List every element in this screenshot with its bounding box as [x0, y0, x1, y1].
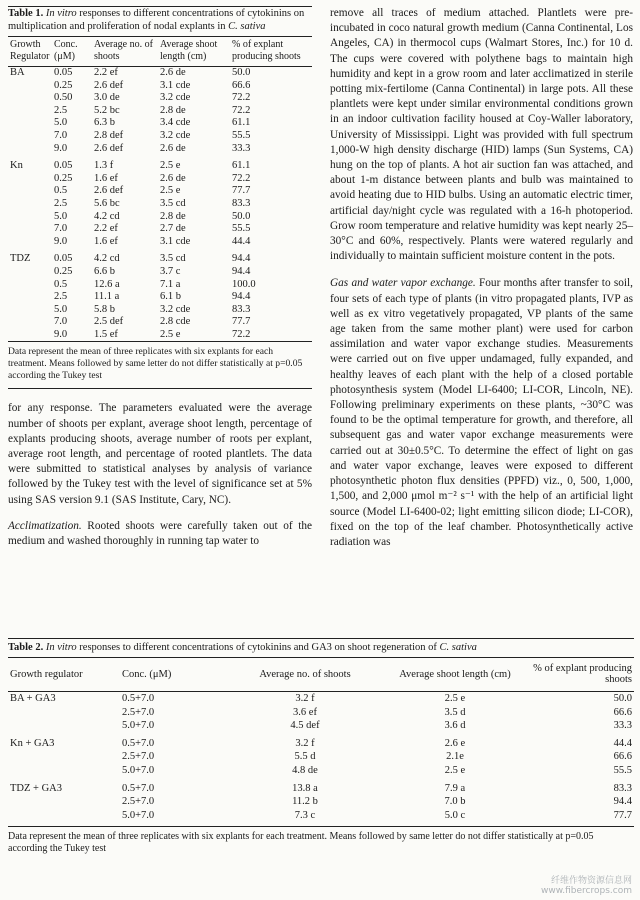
table-cell: 6.3 b — [94, 117, 115, 129]
table2-caption-species: C. sativa — [439, 642, 477, 653]
table-cell: Kn — [10, 160, 23, 172]
table-row — [8, 329, 312, 342]
table2-label: Table 2. — [8, 642, 44, 653]
table-cell — [8, 211, 52, 224]
table-cell: 0.5 — [54, 278, 68, 290]
table-cell: 3.4 cde — [160, 117, 191, 129]
table-cell: 33.3 — [613, 720, 632, 732]
table-cell — [8, 706, 120, 720]
table-cell: 4.2 cd — [94, 253, 120, 265]
table-cell: 2.5 e — [160, 160, 181, 172]
table-row — [8, 173, 312, 186]
table-row — [8, 223, 312, 236]
table-cell: 0.05 — [54, 67, 73, 78]
table-cell: 3.1 cde — [160, 235, 191, 247]
table-row — [8, 291, 312, 304]
table-row — [8, 117, 312, 130]
table-cell: 77.7 — [613, 809, 632, 821]
table-cell: 2.6 e — [444, 737, 466, 749]
table-row — [8, 304, 312, 317]
table-cell: 5.0+7.0 — [122, 764, 155, 776]
table-cell: 66.6 — [613, 706, 632, 718]
table-row — [8, 67, 312, 80]
table-row — [8, 185, 312, 198]
table-cell: 2.5 — [54, 197, 68, 209]
table-cell: 2.5+7.0 — [122, 706, 155, 718]
table2-caption-text: responses to different concentrations of cytokinins and GA3 on shoot regeneration of — [76, 642, 440, 653]
table-cell: 5.5 d — [294, 751, 316, 763]
table-cell: 55.5 — [613, 764, 632, 776]
gas-exchange-heading: Gas and water vapor exchange. — [330, 277, 476, 290]
table-cell: 2.6 def — [94, 185, 124, 197]
table-cell: 4.5 def — [290, 720, 320, 732]
table-cell: 0.50 — [54, 92, 73, 104]
table-cell: 94.4 — [232, 253, 251, 265]
table2-column-header: Average shoot length (cm) — [399, 668, 511, 680]
table-cell: 2.5 e — [160, 185, 181, 197]
table-cell: 2.8 de — [160, 104, 186, 116]
table-cell: 4.8 de — [292, 764, 318, 776]
table-cell: 72.2 — [232, 172, 251, 184]
table1-label: Table 1. — [8, 8, 44, 19]
table-row — [8, 155, 312, 173]
table-row — [8, 750, 634, 764]
table-cell: 0.5+7.0 — [122, 693, 155, 704]
table1-caption — [8, 7, 312, 33]
table-cell: 2.8 def — [94, 129, 124, 141]
table-cell: 3.5 cd — [160, 253, 186, 265]
table-cell: BA + GA3 — [10, 693, 56, 704]
table-cell — [8, 173, 52, 186]
table-cell: 72.2 — [232, 92, 251, 104]
table-row — [8, 764, 634, 778]
table-cell: 0.05 — [54, 160, 73, 172]
table-cell — [8, 130, 52, 143]
table-cell: 2.2 ef — [94, 67, 118, 78]
table-cell — [8, 80, 52, 93]
table2-column-header: % of explant producing shoots — [533, 663, 632, 685]
table1-column-header: Conc. (μM) — [54, 39, 78, 62]
table2 — [8, 658, 634, 822]
table-cell: 5.8 b — [94, 303, 115, 315]
table-cell: 1.3 f — [94, 160, 114, 172]
table1-note-rule — [8, 388, 312, 389]
table-cell — [8, 117, 52, 130]
table-cell: 2.2 ef — [94, 223, 118, 235]
table-cell: 3.2 f — [295, 693, 315, 704]
table-cell: 2.6 de — [160, 67, 186, 78]
table-cell: 3.1 cde — [160, 79, 191, 91]
table-cell: 5.0 — [54, 117, 68, 129]
table-cell: 11.1 a — [94, 291, 120, 303]
left-paragraph-2 — [8, 519, 312, 549]
table-row — [8, 266, 312, 279]
table-cell: 77.7 — [232, 316, 251, 328]
right-paragraph-1: remove all traces of medium attached. Plantlets were pre-incubated in coco natural growth medium (Canna Continental, Los Angeles, CA) in thermocol cups (Walmart Stores, Inc.) for 10 d. The cups were covered with polythene bags to maintain high humidity and kept in a grow room and later acclimatized in sterile potting mix-fertilome (Canna Continental) in large pots. All these plantlets were kept under similar environmental conditions grown in an indoor cultivation facility housed at Coy-Waller laboratory, University of Mississippi. Light was provided with full spectrum 1,000-W high density discharge (HID) lamps (Sun Systems, CA) hung on the top of plants. A hot air suction fan was attached, and about 1-m distance between plants and bulb was maintained to avoid heating due to HID bulbs. Using an automatic electric timer, artificial day/night cycle was regulated with a 16-h photoperiod. Grow room temperature and relative humidity was kept nearly 25–30°C and 60%, respectively. Plants were watered regularly and individually to maintain sufficient moisture content in the pots. — [330, 7, 633, 263]
table-cell — [8, 719, 120, 733]
table2-column-header: Conc. (μM) — [122, 668, 172, 680]
table-cell: 1.6 ef — [94, 172, 118, 184]
table-cell: 0.5+7.0 — [122, 782, 155, 794]
table-cell — [8, 316, 52, 329]
table-cell: 2.6 de — [160, 142, 186, 154]
table-cell — [8, 279, 52, 292]
table1-column-header: % of explant producing shoots — [232, 39, 301, 62]
table-cell: 0.25 — [54, 172, 73, 184]
table-cell: 2.6 def — [94, 79, 124, 91]
table2-note: Data represent the mean of three replicates with six explants for each treatment. Means followed by same letter do not differ statistically at p=0.05 according the Tukey test — [8, 831, 594, 855]
table-cell: 9.0 — [54, 142, 68, 154]
table-cell: 3.2 cde — [160, 303, 191, 315]
table-cell: 7.0 b — [444, 796, 466, 808]
table-row — [8, 706, 634, 720]
table-cell: 2.5 e — [160, 328, 181, 340]
table-cell: 5.2 bc — [94, 104, 120, 116]
table1-header-row — [8, 37, 312, 67]
table-cell: 44.4 — [613, 737, 632, 749]
table-cell: 6.6 b — [94, 265, 115, 277]
table-row — [8, 198, 312, 211]
table-cell: 50.0 — [613, 693, 632, 704]
table-cell: 7.0 — [54, 316, 68, 328]
right-column — [330, 6, 633, 550]
watermark-line-1: 纤维作物资源信息网 — [550, 876, 632, 886]
table-cell — [8, 795, 120, 809]
table1-column-header: Average no. of shoots — [94, 39, 153, 62]
table-cell — [8, 143, 52, 156]
table-cell: TDZ — [10, 253, 31, 265]
table-cell: 3.7 c — [160, 265, 181, 277]
table-cell: 2.5 def — [94, 316, 124, 328]
table2-header-row — [8, 658, 634, 692]
table-cell: 1.5 ef — [94, 328, 118, 340]
table-cell: 61.1 — [232, 117, 251, 129]
table-cell: BA — [10, 67, 25, 78]
table-cell: 13.8 a — [292, 782, 318, 794]
table-cell: 7.0 — [54, 223, 68, 235]
table-cell — [8, 198, 52, 211]
table-cell: 83.3 — [232, 197, 251, 209]
table-row — [8, 105, 312, 118]
table-cell: 12.6 a — [94, 278, 120, 290]
table-cell: 2.5+7.0 — [122, 751, 155, 763]
table2-header — [8, 658, 634, 692]
table1-caption-text: responses to different concentrations of cytokinins on multiplication and proliferation of nodal explants in — [8, 8, 305, 32]
table-cell — [8, 92, 52, 105]
table-cell — [8, 809, 120, 823]
table-cell — [8, 223, 52, 236]
table2-bottom-rule — [8, 826, 634, 827]
table-cell: 0.5 — [54, 185, 68, 197]
table-cell: 83.3 — [613, 782, 632, 794]
table1-caption-species: C. sativa — [228, 21, 266, 32]
table-cell: 7.3 c — [294, 809, 316, 821]
right-paragraph-2 — [330, 276, 633, 550]
table2-column-header: Average no. of shoots — [259, 668, 351, 680]
table2-body — [8, 692, 634, 823]
table-cell: 5.0 c — [444, 809, 466, 821]
table-cell — [8, 329, 52, 342]
table-cell: 3.6 d — [444, 720, 466, 732]
table-row — [8, 316, 312, 329]
table-row — [8, 143, 312, 156]
table-cell: 0.05 — [54, 253, 73, 265]
table-row — [8, 236, 312, 249]
table-cell: 5.0 — [54, 303, 68, 315]
table-cell: 2.5 — [54, 104, 68, 116]
table-cell: 3.5 d — [444, 706, 466, 718]
table-cell: 5.6 bc — [94, 197, 120, 209]
table-cell: 4.2 cd — [94, 210, 120, 222]
table-cell: 0.5+7.0 — [122, 737, 155, 749]
table-cell: 6.1 b — [160, 291, 181, 303]
table-cell: 2.5 e — [444, 693, 466, 704]
table-cell: 94.4 — [232, 265, 251, 277]
table-row — [8, 248, 312, 266]
table-cell: 7.9 a — [444, 782, 466, 794]
table-cell: 5.0+7.0 — [122, 720, 155, 732]
table-cell: 50.0 — [232, 210, 251, 222]
table2-column-header: Growth regulator — [10, 668, 83, 680]
table-cell: 66.6 — [232, 79, 251, 91]
table-cell: 83.3 — [232, 303, 251, 315]
table-cell: 1.6 ef — [94, 235, 118, 247]
table-row — [8, 733, 634, 751]
table-cell: 3.6 ef — [293, 706, 317, 718]
table-cell: 2.7 de — [160, 223, 186, 235]
table-row — [8, 130, 312, 143]
table1-body — [8, 67, 312, 342]
table-cell: 72.2 — [232, 104, 251, 116]
table-cell: 3.2 f — [295, 737, 315, 749]
table-cell — [8, 304, 52, 317]
table-cell: 2.8 cde — [160, 316, 191, 328]
table-cell: 2.5 e — [444, 764, 466, 776]
table-cell: 100.0 — [232, 278, 256, 290]
table-cell: 3.0 de — [94, 92, 120, 104]
table-row — [8, 795, 634, 809]
table-cell: 50.0 — [232, 67, 251, 78]
table-cell: 2.5+7.0 — [122, 796, 155, 808]
table-cell: 9.0 — [54, 328, 68, 340]
table-cell — [8, 266, 52, 279]
table-cell: 66.6 — [613, 751, 632, 763]
table-cell — [8, 236, 52, 249]
table-row — [8, 809, 634, 823]
table-cell: 2.8 de — [160, 210, 186, 222]
table2-section — [8, 638, 634, 855]
table-cell — [8, 750, 120, 764]
table-cell: 3.2 cde — [160, 129, 191, 141]
table-cell: 94.4 — [613, 796, 632, 808]
table-cell: 5.0+7.0 — [122, 809, 155, 821]
table-cell: 7.0 — [54, 129, 68, 141]
table-row — [8, 778, 634, 796]
gas-exchange-text: Four months after transfer to soil, four sets of each type of plants (in vitro propagated plants, IVP as well as ex vitro vegetatively propagated, VP plants of the same age taken from the same mother plant) were used for carbon assimilation and water vapor exchange studies. Measurements were carried out on five upper undamaged, fully expanded, and healthy leaves of each plant with the help of a closed portable photosynthesis system (Model LI-6400; LI-COR, Lincoln, NE). Following preliminary experiments on these plants, ~30°C was found to be the optimal temperature for growth, and therefore, all subsequent gas and water vapor exchange measurements were carried out at 30±0.5°C. To determine the effect of light on gas and water vapor exchange, leaves were exposed to different photosynthetic photon flux densities (PPFD) viz., 0, 500, 1,000, 1,500, and 2,000 μmol m⁻² s⁻¹ with the help of an artificial light source (Model LI-6400-02; light emitting silicon diode; LI-COR), fixed on the top of the leaf chamber. Photosynthetically active radiation was — [330, 277, 633, 548]
table-cell — [8, 291, 52, 304]
acclimatization-text: Rooted shoots were carefully taken out of the medium and washed thoroughly in running tap water to — [8, 519, 312, 548]
table-cell: 2.5 — [54, 291, 68, 303]
table-cell: 94.4 — [232, 291, 251, 303]
table1-caption-italic: In vitro — [45, 8, 77, 19]
table-cell: TDZ + GA3 — [10, 782, 62, 794]
table-cell: 33.3 — [232, 142, 251, 154]
table-cell: 9.0 — [54, 235, 68, 247]
table-cell: 2.6 def — [94, 142, 124, 154]
watermark — [541, 876, 632, 896]
table1-header — [8, 37, 312, 67]
table2-top-rule — [8, 638, 634, 639]
table-cell: 0.25 — [54, 265, 73, 277]
table-cell: 2.1e — [446, 751, 464, 763]
table-cell: 55.5 — [232, 223, 251, 235]
table1-column-header: Average shoot length (cm) — [160, 39, 218, 62]
table-cell: 3.5 cd — [160, 197, 186, 209]
left-column — [8, 6, 312, 549]
table-cell — [8, 105, 52, 118]
table1-bottom-rule — [8, 341, 312, 342]
left-body-text — [8, 401, 312, 549]
table-cell — [8, 764, 120, 778]
table-row — [8, 80, 312, 93]
acclimatization-heading: Acclimatization. — [8, 519, 82, 532]
table2-caption-italic: In vitro — [45, 642, 77, 653]
table-cell: Kn + GA3 — [10, 737, 55, 749]
table-cell: 7.1 a — [160, 278, 181, 290]
table-cell: 72.2 — [232, 328, 251, 340]
table-cell: 77.7 — [232, 185, 251, 197]
table-row — [8, 279, 312, 292]
table-row — [8, 692, 634, 706]
left-paragraph-1: for any response. The parameters evaluated were the average number of shoots per explant, average shoot length, percentage of explants producing shoots, average number of roots per explant, average root length, and percentage of rooted plantlets. The data were submitted to statistical analyses by analysis of variance followed by the Tukey test with the level of significance set at 5% using SAS version 9.1 (SAS Institute, Cary, NC). — [8, 402, 312, 506]
table-cell: 55.5 — [232, 129, 251, 141]
table-row — [8, 719, 634, 733]
table1 — [8, 37, 312, 341]
table-cell: 2.6 de — [160, 172, 186, 184]
table1-note: Data represent the mean of three replicates with six explants for each treatment. Means followed by same letter do not differ statistically at p=0.05 according the Tukey test — [8, 346, 303, 382]
table-cell: 5.0 — [54, 210, 68, 222]
watermark-line-2: www.fibercrops.com — [541, 886, 632, 896]
table-row — [8, 211, 312, 224]
table-cell: 44.4 — [232, 235, 251, 247]
table-cell: 61.1 — [232, 160, 251, 172]
table1-column-header: Growth Regulator — [10, 39, 50, 62]
table-row — [8, 92, 312, 105]
table-cell: 0.25 — [54, 79, 73, 91]
table-cell: 3.2 cde — [160, 92, 191, 104]
table2-caption — [8, 641, 634, 654]
table-cell: 11.2 b — [292, 796, 318, 808]
table-cell — [8, 185, 52, 198]
